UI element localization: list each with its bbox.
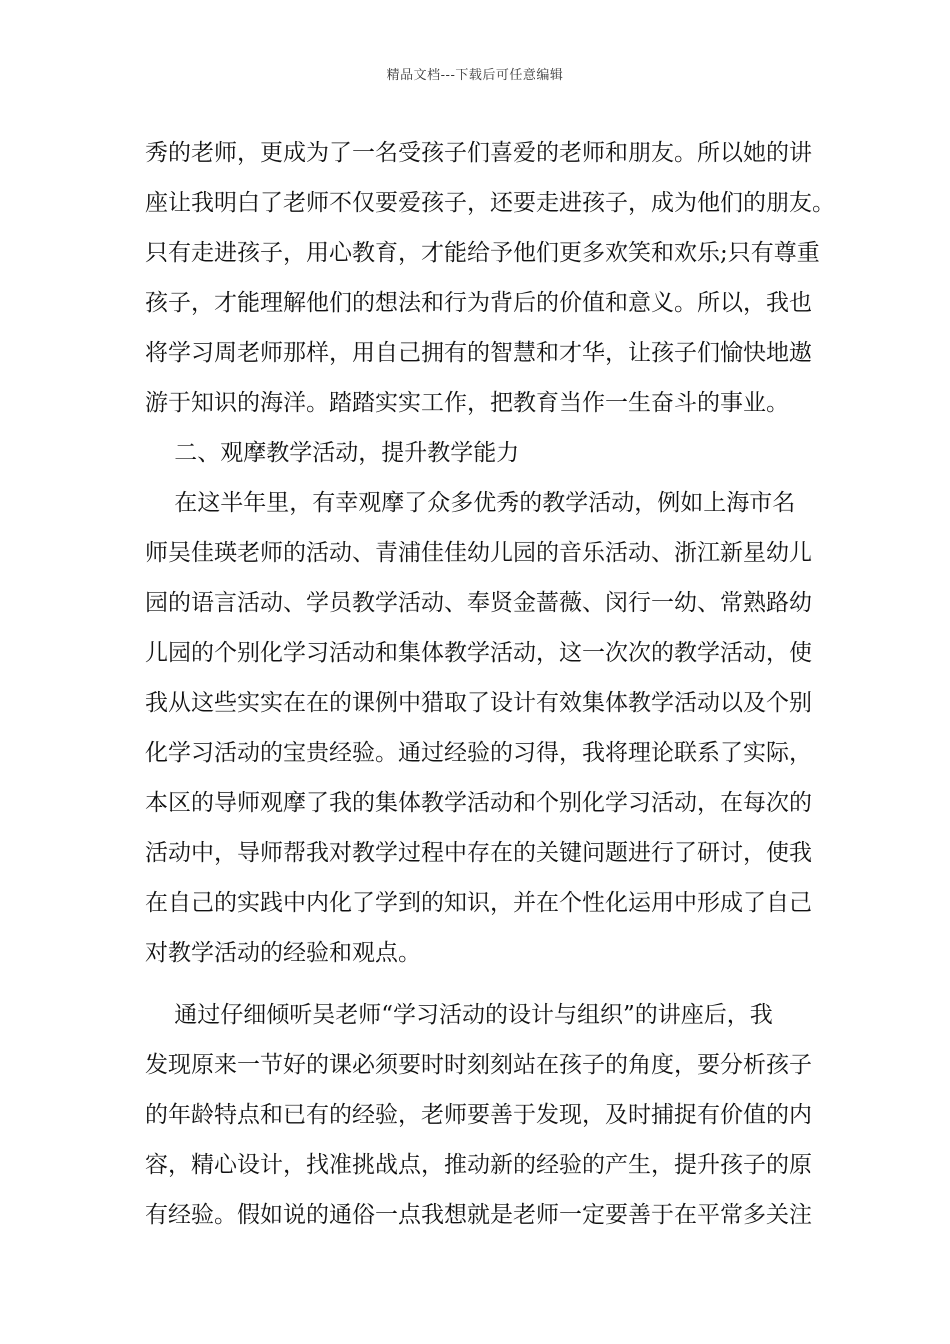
text-line: 只有走进孩子，用心教育，才能给予他们更多欢笑和欢乐;只有尊重 [145,240,820,266]
text-line: 园的语言活动、学员教学活动、奉贤金蔷薇、闵行一幼、常熟路幼 [145,590,812,616]
text-line: 在这半年里，有幸观摩了众多优秀的教学活动，例如上海市名 [145,490,796,516]
text-line: 我从这些实实在在的课例中猎取了设计有效集体教学活动以及个别 [145,690,812,716]
text-line: 本区的导师观摩了我的集体教学活动和个别化学习活动，在每次的 [145,790,812,816]
text-line: 座让我明白了老师不仅要爱孩子，还要走进孩子，成为他们的朋友。 [145,190,835,216]
text-line: 活动中，导师帮我对教学过程中存在的关键问题进行了研讨，使我 [145,840,812,866]
text-line: 有经验。假如说的通俗一点我想就是老师一定要善于在平常多关注 [145,1202,812,1228]
text-line: 通过仔细倾听吴老师“学习活动的设计与组织”的讲座后，我 [145,1002,773,1028]
section-heading: 二、观摩教学活动，提升教学能力 [145,440,520,466]
text-line: 发现原来一节好的课必须要时时刻刻站在孩子的角度，要分析孩子 [145,1052,812,1078]
body-text [145,128,835,1240]
text-line: 游于知识的海洋。踏踏实实工作，把教育当作一生奋斗的事业。 [145,390,789,416]
text-line: 容，精心设计，找准挑战点，推动新的经验的产生，提升孩子的原 [145,1152,812,1178]
text-line: 的年龄特点和已有的经验，老师要善于发现，及时捕捉有价值的内 [145,1102,812,1128]
text-line: 孩子，才能理解他们的想法和行为背后的价值和意义。所以，我也 [145,290,812,316]
page-header: 精品文档---下载后可任意编辑 [386,68,564,83]
text-line: 化学习活动的宝贵经验。通过经验的习得，我将理论联系了实际， [145,740,812,766]
paragraph-gap [145,978,835,990]
text-line: 儿园的个别化学习活动和集体教学活动，这一次次的教学活动，使 [145,640,812,666]
text-line: 秀的老师，更成为了一名受孩子们喜爱的老师和朋友。所以她的讲 [145,140,812,166]
text-line: 对教学活动的经验和观点。 [145,940,421,966]
text-line: 将学习周老师那样，用自己拥有的智慧和才华，让孩子们愉快地遨 [145,340,812,366]
text-line: 师吴佳瑛老师的活动、青浦佳佳幼儿园的音乐活动、浙江新星幼儿 [145,540,812,566]
text-line: 在自己的实践中内化了学到的知识，并在个性化运用中形成了自己 [145,890,812,916]
